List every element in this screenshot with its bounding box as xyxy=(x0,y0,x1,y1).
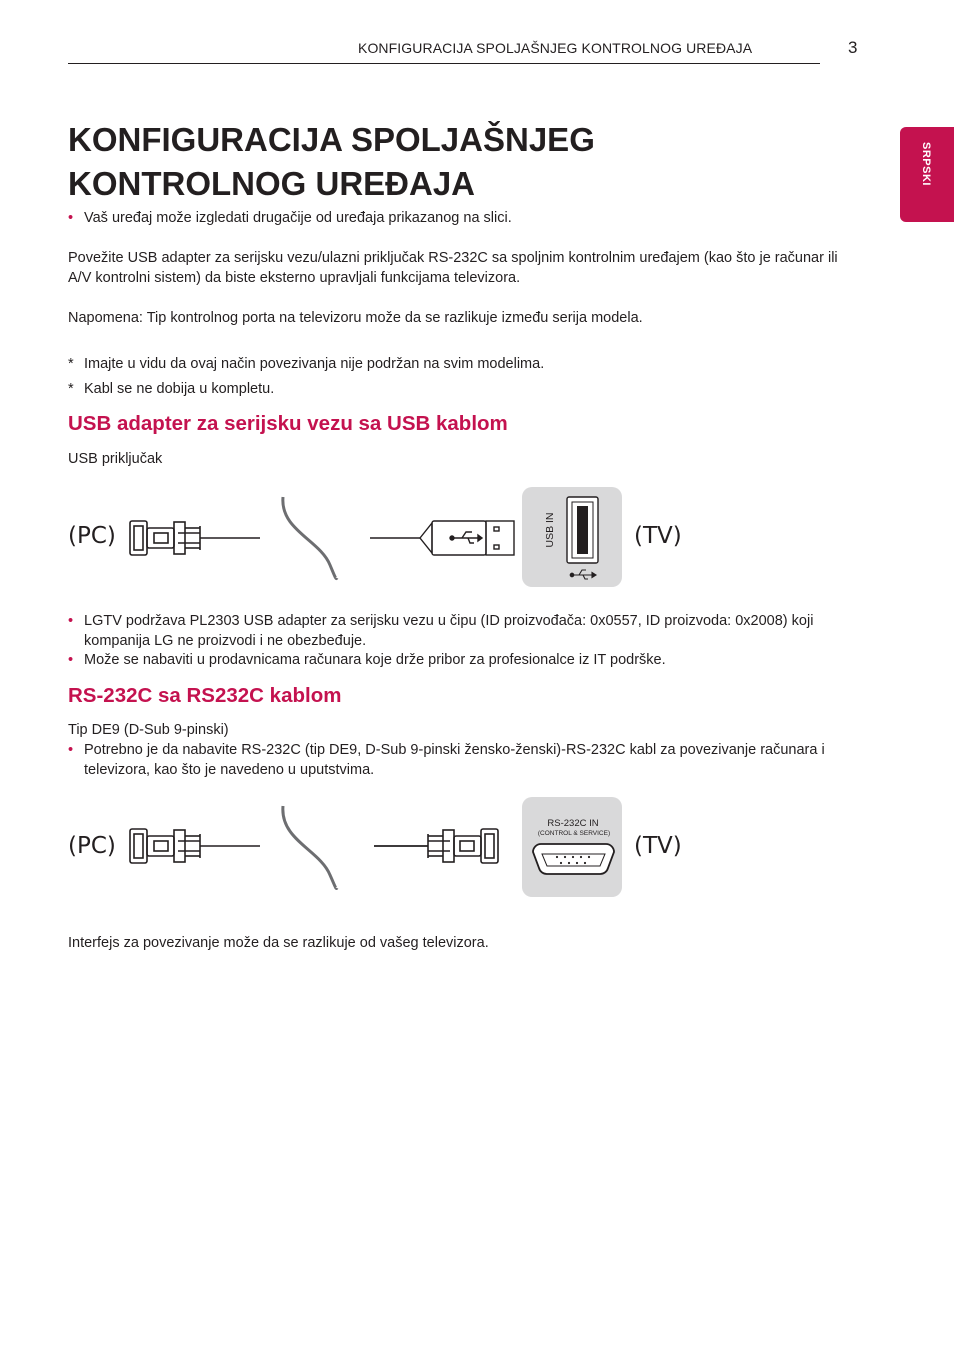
footer-note: Interfejs za povezivanje može da se razlikuje od vašeg televizora. xyxy=(68,935,489,951)
db9-connector-icon xyxy=(130,829,200,863)
usb-bullet: • Može se nabaviti u prodavnicama računara koje drže pribor za profesionalce iz IT podrške. xyxy=(68,650,884,670)
cable-break-icon xyxy=(283,806,337,888)
db9-connector-icon xyxy=(428,829,498,863)
page-title: KONFIGURACIJA SPOLJAŠNJEG KONTROLNOG UREĐAJA xyxy=(68,121,595,202)
language-tab-label: SRPSKI xyxy=(920,142,932,186)
usb-bullet: • LGTV podržava PL2303 USB adapter za serijsku vezu u čipu (ID proizvođača: 0x0557, ID proizvoda: 0x2008) koji kompanija LG ne proizvodi i ne obezbeđuje. xyxy=(68,611,879,651)
usb-tv-label: (TV) xyxy=(634,523,682,549)
rs232-in-sublabel: (CONTROL & SERVICE) xyxy=(537,830,611,837)
usb-in-label: USB IN xyxy=(544,512,556,548)
running-header: KONFIGURACIJA SPOLJAŠNJEG KONTROLNOG UREĐAJA xyxy=(358,40,753,56)
page-number: 3 xyxy=(848,38,858,57)
usb-pc-label: (PC) xyxy=(68,523,116,549)
db9-port-icon xyxy=(533,844,614,874)
rs232-bullet: • Potrebno je da nabavite RS-232C (tip DE9, D-Sub 9-pinski žensko-ženski)-RS-232C kabl za povezivanje računara i televizora, kao što je navedeno u uputstvima. xyxy=(68,740,879,780)
intro-paragraph-2: Napomena: Tip kontrolnog porta na televizoru može da se razlikuje između serija modela. xyxy=(68,310,643,326)
rs232-tv-label: (TV) xyxy=(634,833,682,859)
note-item: * Kabl se ne dobija u kompletu. xyxy=(68,379,884,399)
rs232-section-heading: RS-232C sa RS232C kablom xyxy=(68,684,342,707)
intro-bullet: • Vaš uređaj može izgledati drugačije od uređaja prikazanog na slici. xyxy=(68,208,884,228)
usb-section-heading: USB adapter za serijsku vezu sa USB kablom xyxy=(68,412,508,435)
rs232-pc-label: (PC) xyxy=(68,833,116,859)
rs232-subheading: Tip DE9 (D-Sub 9-pinski) xyxy=(68,722,229,738)
note-item: * Imajte u vidu da ovaj način povezivanja nije podržan na svim modelima. xyxy=(68,354,884,374)
rs232-in-label: RS-232C IN xyxy=(547,818,599,829)
intro-paragraph-1: Povežite USB adapter za serijsku vezu/ulazni priključak RS-232C sa spoljnim kontrolnim uređajem (kao što je računar ili A/V kontrolni sistem) da biste eksterno upravljali funkcijama televizora. xyxy=(68,250,838,286)
usb-subheading: USB priključak xyxy=(68,451,163,467)
